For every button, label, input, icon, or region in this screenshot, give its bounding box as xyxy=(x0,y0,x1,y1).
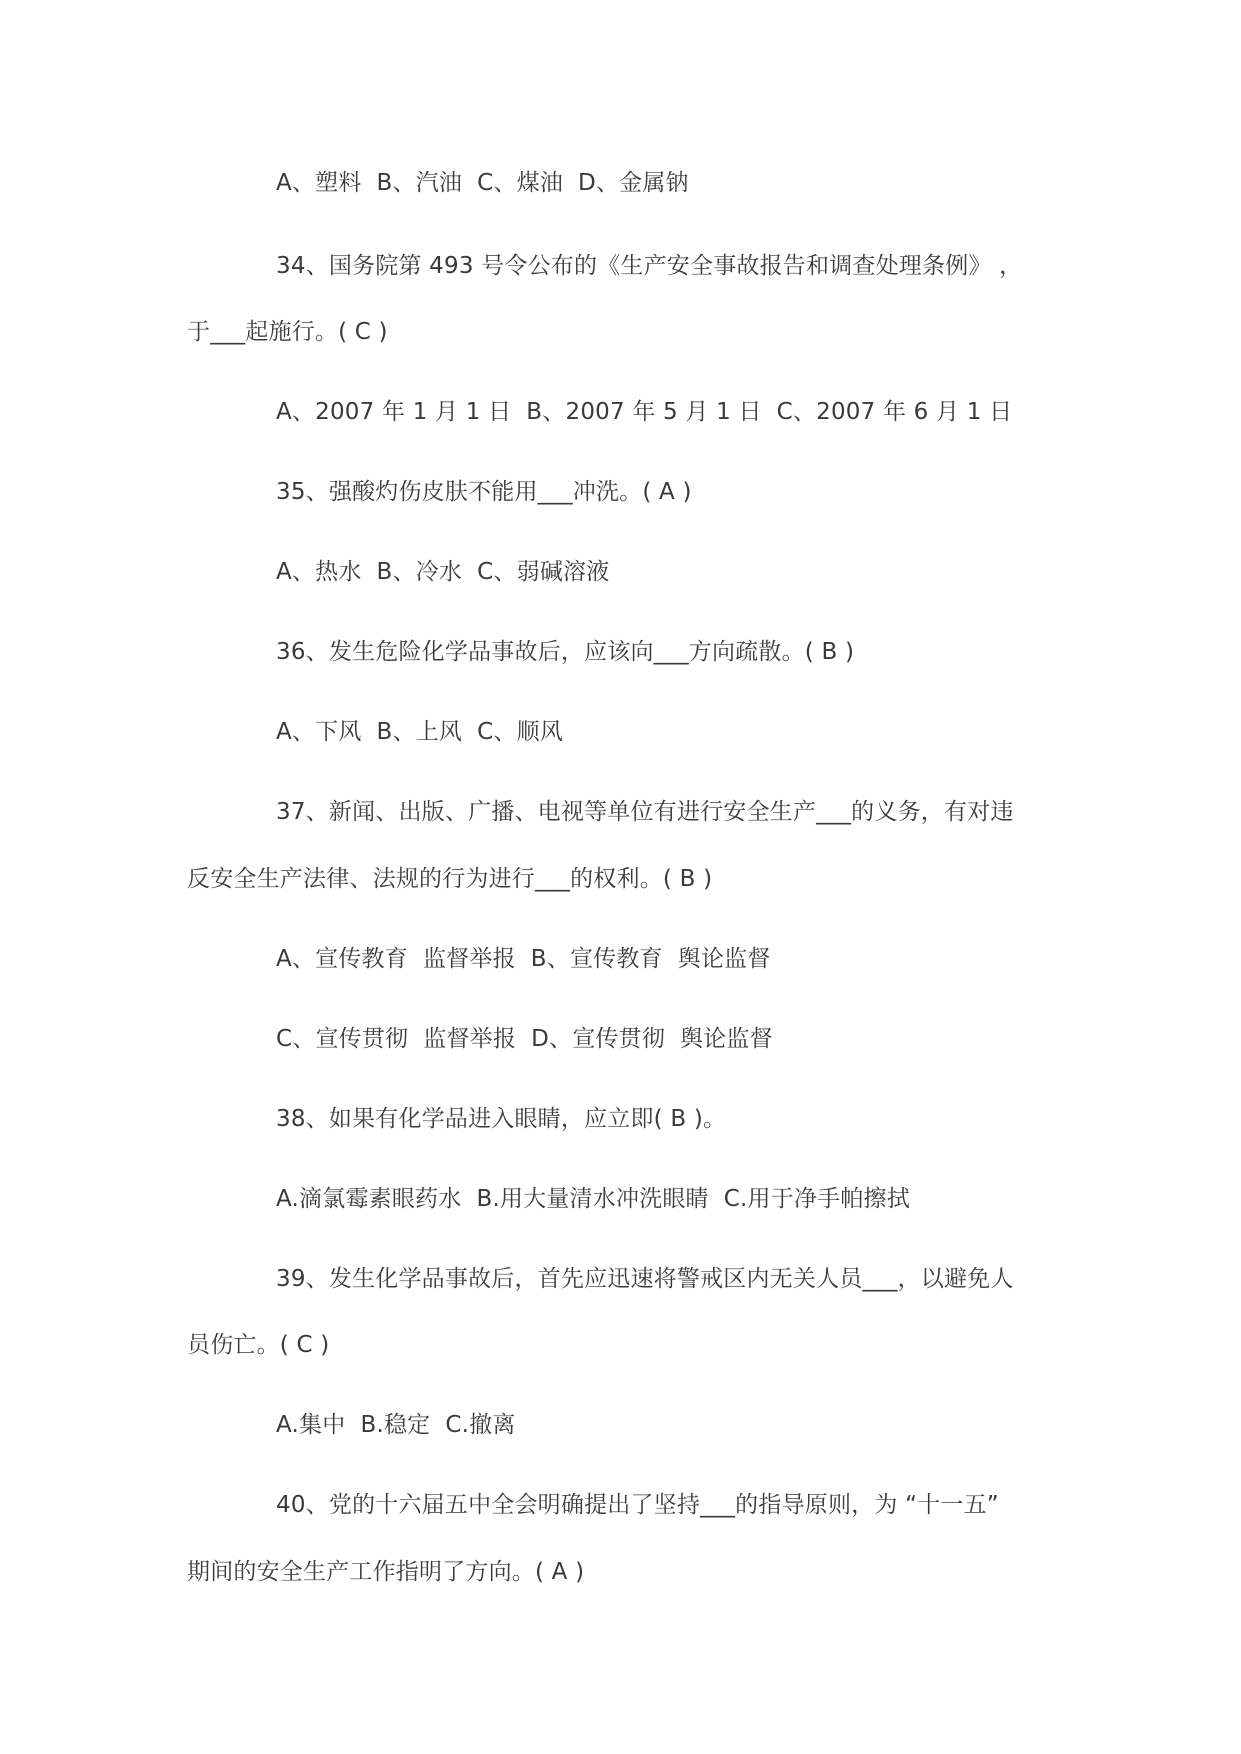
question-39-line-1: 39、发生化学品事故后，首先应迅速将警戒区内无关人员___，以避免人 xyxy=(276,1266,1014,1292)
options-q36: A、下风 B、上风 C、顺风 xyxy=(276,719,564,745)
question-38: 38、如果有化学品进入眼睛，应立即( B )。 xyxy=(276,1106,727,1132)
options-q33: A、塑料 B、汽油 C、煤油 D、金属钠 xyxy=(276,170,689,196)
question-37-line-1: 37、新闻、出版、广播、电视等单位有进行安全生产___的义务，有对违 xyxy=(276,799,1014,825)
question-34-line-1: 34、国务院第 493 号令公布的《生产安全事故报告和调查处理条例》 ， xyxy=(276,253,1023,279)
options-q38: A.滴氯霉素眼药水 B.用大量清水冲洗眼睛 C.用于净手帕擦拭 xyxy=(276,1186,910,1212)
question-34-line-2: 于___起施行。( C ) xyxy=(187,319,388,345)
question-40-line-2: 期间的安全生产工作指明了方向。( A ) xyxy=(187,1559,585,1585)
question-37-line-2: 反安全生产法律、法规的行为进行___的权利。( B ) xyxy=(187,866,713,892)
question-39-line-2: 员伤亡。( C ) xyxy=(187,1332,330,1358)
options-q35: A、热水 B、冷水 C、弱碱溶液 xyxy=(276,559,610,585)
options-q34: A、2007 年 1 月 1 日 B、2007 年 5 月 1 日 C、2007 年 6 月 1 日 xyxy=(276,399,1013,425)
options-q37-cd: C、宣传贯彻 监督举报 D、宣传贯彻 舆论监督 xyxy=(276,1026,773,1052)
question-35: 35、强酸灼伤皮肤不能用___冲洗。( A ) xyxy=(276,479,692,505)
options-q37-ab: A、宣传教育 监督举报 B、宣传教育 舆论监督 xyxy=(276,946,771,972)
question-40-line-1: 40、党的十六届五中全会明确提出了坚持___的指导原则，为 “十一五” xyxy=(276,1492,999,1518)
options-q39: A.集中 B.稳定 C.撤离 xyxy=(276,1412,516,1438)
question-36: 36、发生危险化学品事故后，应该向___方向疏散。( B ) xyxy=(276,639,855,665)
